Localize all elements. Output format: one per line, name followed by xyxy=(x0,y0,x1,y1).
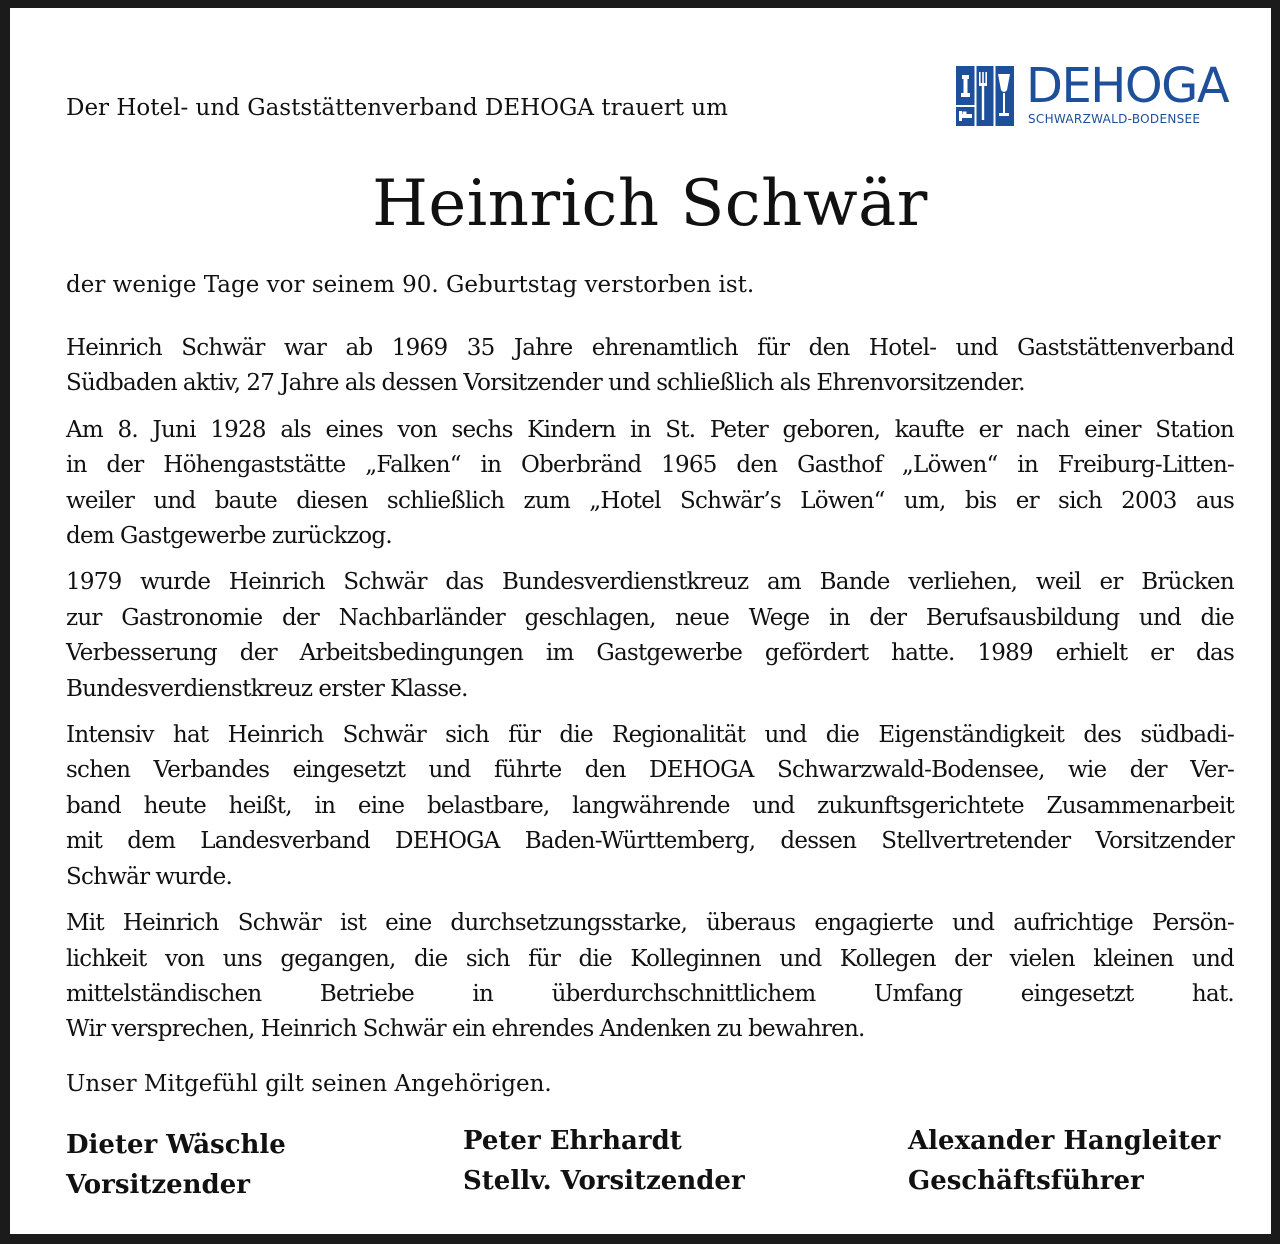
paragraph-3 xyxy=(66,565,1234,707)
text-line: Mit Heinrich Schwär ist eine durchsetzungsstarke, überaus engagierte und aufrichtige Persön- xyxy=(66,910,1234,937)
paragraph-1 xyxy=(66,331,1234,402)
text-line: Intensiv hat Heinrich Schwär sich für die Regionalität und die Eigenständigkeit des südbadi- xyxy=(66,722,1234,749)
intro-line: Der Hotel- und Gaststättenverband DEHOGA trauert um xyxy=(66,95,728,121)
text-line: Südbaden aktiv, 27 Jahre als dessen Vorsitzender und schließlich als Ehrenvorsitzender. xyxy=(66,370,1025,397)
signature-chairman xyxy=(66,1125,286,1205)
logo-wordmark: DEHOGA xyxy=(1026,58,1229,114)
text-line: weiler und baute diesen schließlich zum „Hotel Schwär’s Löwen“ um, bis er sich 2003 aus xyxy=(66,487,1234,514)
text-line: Verbesserung der Arbeitsbedingungen im Gastgewerbe gefördert hatte. 1989 erhielt er das xyxy=(66,640,1234,667)
paragraph-5 xyxy=(66,906,1234,1048)
text-line: 1979 wurde Heinrich Schwär das Bundesverdienstkreuz am Bande verliehen, weil er Brücken xyxy=(66,569,1234,596)
text-line: Am 8. Juni 1928 als eines von sechs Kindern in St. Peter geboren, kaufte er nach einer Station xyxy=(66,416,1234,443)
dehoga-emblem-icon xyxy=(956,66,1014,126)
text-line: lichkeit von uns gegangen, die sich für die Kolleginnen und Kollegen der vielen kleinen und xyxy=(66,945,1234,972)
text-line: in der Höhengaststätte „Falken“ in Oberbränd 1965 den Gasthof „Löwen“ in Freiburg-Litten- xyxy=(66,452,1234,479)
logo-region-text: SCHWARZWALD-BODENSEE xyxy=(1028,112,1201,126)
text-line: Bundesverdienstkreuz erster Klasse. xyxy=(66,675,468,702)
subtitle-line: der wenige Tage vor seinem 90. Geburtstag verstorben ist. xyxy=(66,272,755,298)
signatory-role: Vorsitzender xyxy=(66,1170,250,1200)
text-line: Heinrich Schwär war ab 1969 35 Jahre ehrenamtlich für den Hotel- und Gaststättenverband xyxy=(66,335,1234,361)
paragraph-4 xyxy=(66,718,1234,895)
signatory-role: Stellv. Vorsitzender xyxy=(463,1166,745,1196)
condolence-line: Unser Mitgefühl gilt seinen Angehörigen. xyxy=(66,1071,552,1097)
text-line: Schwär wurde. xyxy=(66,863,233,890)
dehoga-logo xyxy=(956,58,1234,128)
text-line: mittelständischen Betriebe in überdurchschnittlichem Umfang eingesetzt hat. xyxy=(66,980,1234,1007)
text-line: Wir versprechen, Heinrich Schwär ein ehrendes Andenken zu bewahren. xyxy=(66,1016,865,1043)
signatory-name: Alexander Hangleiter xyxy=(908,1126,1221,1156)
text-line: schen Verbandes eingesetzt und führte den DEHOGA Schwarzwald-Bodensee, wie der Ver- xyxy=(66,757,1234,784)
text-line: mit dem Landesverband DEHOGA Baden-Württemberg, dessen Stellvertretender Vorsitzender xyxy=(66,828,1234,855)
signatory-role: Geschäftsführer xyxy=(908,1166,1144,1196)
signature-vice-chairman xyxy=(463,1121,745,1201)
text-line: dem Gastgewerbe zurückzog. xyxy=(66,523,392,550)
deceased-name: Heinrich Schwär xyxy=(372,167,928,241)
text-line: band heute heißt, in eine belastbare, langwährende und zukunftsgerichtete Zusammenarbeit xyxy=(66,792,1234,819)
signatory-name: Dieter Wäschle xyxy=(66,1130,286,1160)
signatory-name: Peter Ehrhardt xyxy=(463,1126,682,1156)
paragraph-2 xyxy=(66,413,1234,555)
signature-managing-director xyxy=(908,1121,1220,1201)
text-line: zur Gastronomie der Nachbarländer geschlagen, neue Wege in der Berufsausbildung und die xyxy=(66,604,1234,631)
notice-body xyxy=(66,331,1234,1059)
